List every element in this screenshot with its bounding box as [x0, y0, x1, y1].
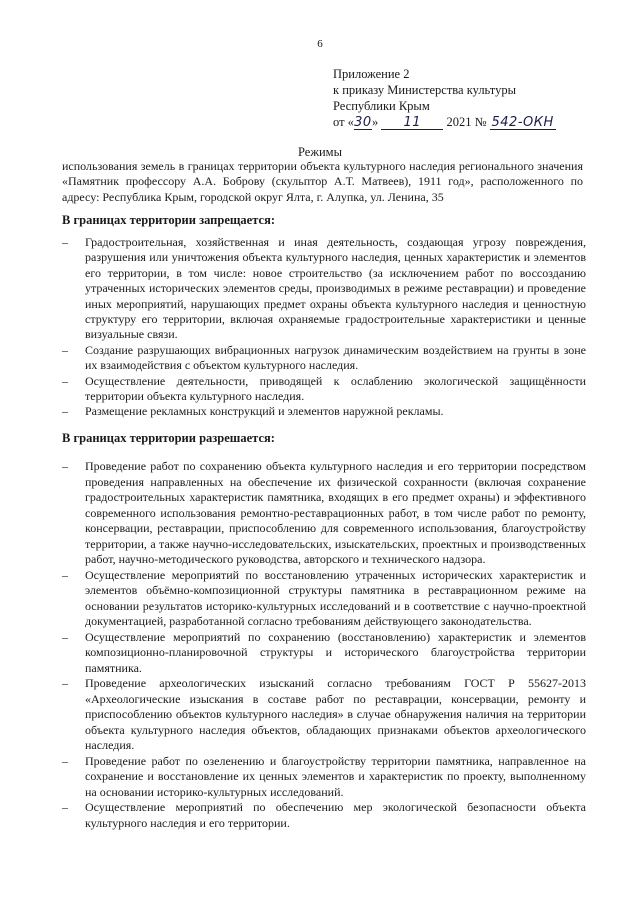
date-day-field [354, 116, 372, 130]
permitted-item: – Проведение работ по сохранению объекта культурного наследия и его территории посредством проведения направленных на обеспечение их физической сохранности (включая сохранение градостроительных характеристик памятника, входящих в его предмет охраны) и эффективного современного использования ремонтно-реставрационных работ, в том числе работ по ремонту, консервации, реставрации, приспособлению для современного использования, благоустройству территории, а также научно-исследовательских, изыскательских, проектных и производственных работ, научно-методического руководства, авторского и технического надзора. [62, 459, 586, 568]
permitted-item: – Проведение археологических изысканий согласно требованиям ГОСТ Р 55627-2013 «Археологические изыскания в составе работ по реставрации, консервации, ремонту и приспособлению объектов культурного наследия» в случае обнаружения наличия на территории объекта культурного наследия объектов, обладающих признаками объектов археологического наследия. [62, 676, 586, 754]
appendix-block [333, 66, 623, 130]
order-number: 542-ОКН [491, 115, 554, 130]
prohibited-list [62, 235, 586, 420]
date-day: 30 [354, 115, 372, 130]
permitted-item: – Осуществление мероприятий по обеспечению мер экологической безопасности объекта культурного наследия и его территории. [62, 800, 586, 831]
appendix-date-line [333, 114, 623, 130]
order-number-field [490, 116, 556, 130]
permitted-list [62, 459, 586, 831]
prohibited-item: – Размещение рекламных конструкций и элементов наружной рекламы. [62, 404, 586, 419]
permitted-item: – Осуществление мероприятий по сохранению (восстановлению) характеристик и элементов композиционно-планировочной структуры и исторического благоустройства территории памятника. [62, 630, 586, 677]
prohibited-item: – Создание разрушающих вибрационных нагрузок динамическим воздействием на грунты в зоне их взаимодействия с объектом культурного наследия. [62, 343, 586, 374]
date-year: 2021 № [443, 115, 490, 129]
permitted-item: – Проведение работ по озеленению и благоустройству территории памятника, направленное на сохранение и восстановление их ценных элементов и характеристик по проекту, выполненному на основании историко-культурных исследований. [62, 754, 586, 801]
page-number: 6 [317, 38, 323, 50]
prohibited-heading: В границах территории запрещается: [62, 213, 276, 227]
date-month-field [381, 116, 443, 130]
document-subtitle: использования земель в границах территории объекта культурного наследия регионального значения «Памятник профессору А.А. Боброву (скульптор А.Т. Матвеев), 1911 год», расположенного по адресу: Республика Крым, городской округ Ялта, г. Алупка, ул. Ленина, 35 [62, 159, 583, 204]
prohibited-item: – Осуществление деятельности, приводящей к ослаблению экологической защищённости территории объекта культурного наследия. [62, 374, 586, 405]
permitted-item: – Осуществление мероприятий по восстановлению утраченных исторических характеристик и элементов объёмно-композиционной структуры памятника в реставрационном режиме на основании результатов историко-культурных исследований и в соответствие с научно-проектной документацией, разработанной согласно требованиям действующего законодательства. [62, 568, 586, 630]
prohibited-item: – Градостроительная, хозяйственная и иная деятельность, создающая угрозу повреждения, разрушения или уничтожения объекта культурного наследия, ценных характеристик и элементов его территории, в том числе: новое строительство (за исключением работ по воссозданию утраченных исторических элементов среды, производимых в режиме реставрации) и проведение иных мероприятий, нарушающих предмет охраны объекта культурного наследия и ценностную структуру его территории, включая охраняемые градостроительные характеристики и ценные визуальные связи. [62, 235, 586, 343]
appendix-line-3: Республики Крым [333, 99, 430, 113]
document-title: Режимы [298, 145, 342, 159]
date-month: 11 [403, 115, 422, 130]
date-prefix: от « [333, 115, 354, 129]
appendix-line-2: к приказу Министерства культуры [333, 83, 516, 97]
permitted-heading: В границах территории разрешается: [62, 431, 275, 445]
date-mid: » [371, 115, 382, 129]
appendix-line-1: Приложение 2 [333, 67, 410, 81]
